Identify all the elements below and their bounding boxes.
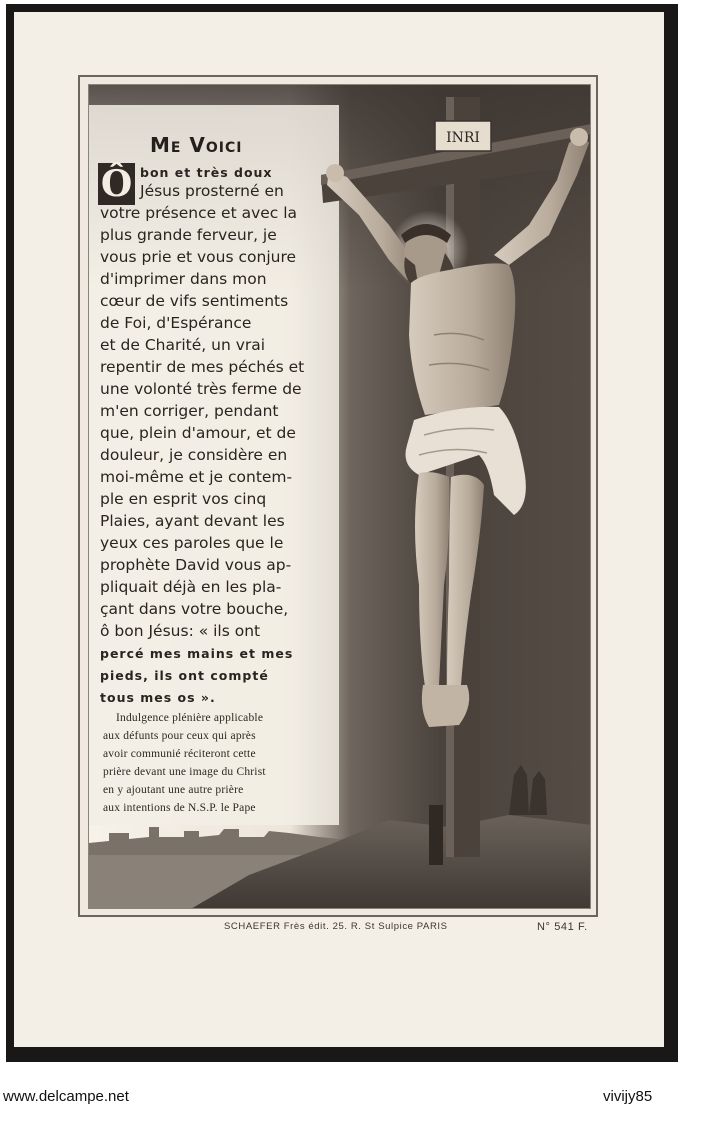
- prayer-line: pieds, ils ont compté: [100, 668, 269, 683]
- prayer-line: percé mes mains et mes: [100, 646, 294, 661]
- indulgence-line: Indulgence plénière applicable: [116, 712, 264, 724]
- prayer-line: une volonté très ferme de: [100, 380, 302, 398]
- publisher-imprint: SCHAEFER Frès édit. 25. R. St Sulpice PARIS: [224, 921, 448, 932]
- prayer-line: plus grande ferveur, je: [100, 226, 277, 244]
- indulgence-line: aux défunts pour ceux qui après: [103, 730, 256, 742]
- indulgence-line: en y ajoutant une autre prière: [103, 784, 244, 796]
- prayer-line: et de Charité, un vrai: [100, 336, 266, 354]
- prayer-line: douleur, je considère en: [100, 446, 288, 464]
- prayer-line: moi-même et je contem-: [100, 468, 293, 486]
- watermark-site: www.delcampe.net: [3, 1088, 129, 1105]
- card-number: N° 541 F.: [537, 921, 588, 933]
- prayer-line: Jésus prosterné en: [140, 182, 284, 200]
- prayer-line: ple en esprit vos cinq: [100, 490, 267, 508]
- prayer-line: yeux ces paroles que le: [100, 534, 284, 552]
- prayer-line: ô bon Jésus: « ils ont: [100, 622, 261, 640]
- watermark-user: vivijy85: [603, 1088, 653, 1105]
- prayer-line: bon et très doux: [140, 165, 273, 180]
- prayer-title: Me Voici: [150, 133, 243, 157]
- prayer-line: votre présence et avec la: [100, 204, 298, 222]
- prayer-line: tous mes os ».: [100, 690, 216, 705]
- inri-sign: INRI: [446, 130, 480, 146]
- prayer-line: pliquait déjà en les pla-: [100, 578, 282, 596]
- prayer-line: d'imprimer dans mon: [100, 270, 267, 288]
- prayer-line: de Foi, d'Espérance: [100, 314, 252, 332]
- prayer-line: que, plein d'amour, et de: [100, 424, 296, 442]
- prayer-line: m'en corriger, pendant: [100, 402, 279, 420]
- prayer-line: vous prie et vous conjure: [100, 248, 297, 266]
- indulgence-line: aux intentions de N.S.P. le Pape: [103, 802, 256, 814]
- indulgence-line: prière devant une image du Christ: [103, 766, 266, 778]
- ornate-dropcap: Ô: [98, 163, 135, 205]
- prayer-line: cœur de vifs sentiments: [100, 292, 289, 310]
- indulgence-line: avoir communié réciteront cette: [103, 748, 256, 760]
- prayer-line: prophète David vous ap-: [100, 556, 292, 574]
- prayer-line: Plaies, ayant devant les: [100, 512, 285, 530]
- prayer-line: repentir de mes péchés et: [100, 358, 305, 376]
- prayer-line: çant dans votre bouche,: [100, 600, 289, 618]
